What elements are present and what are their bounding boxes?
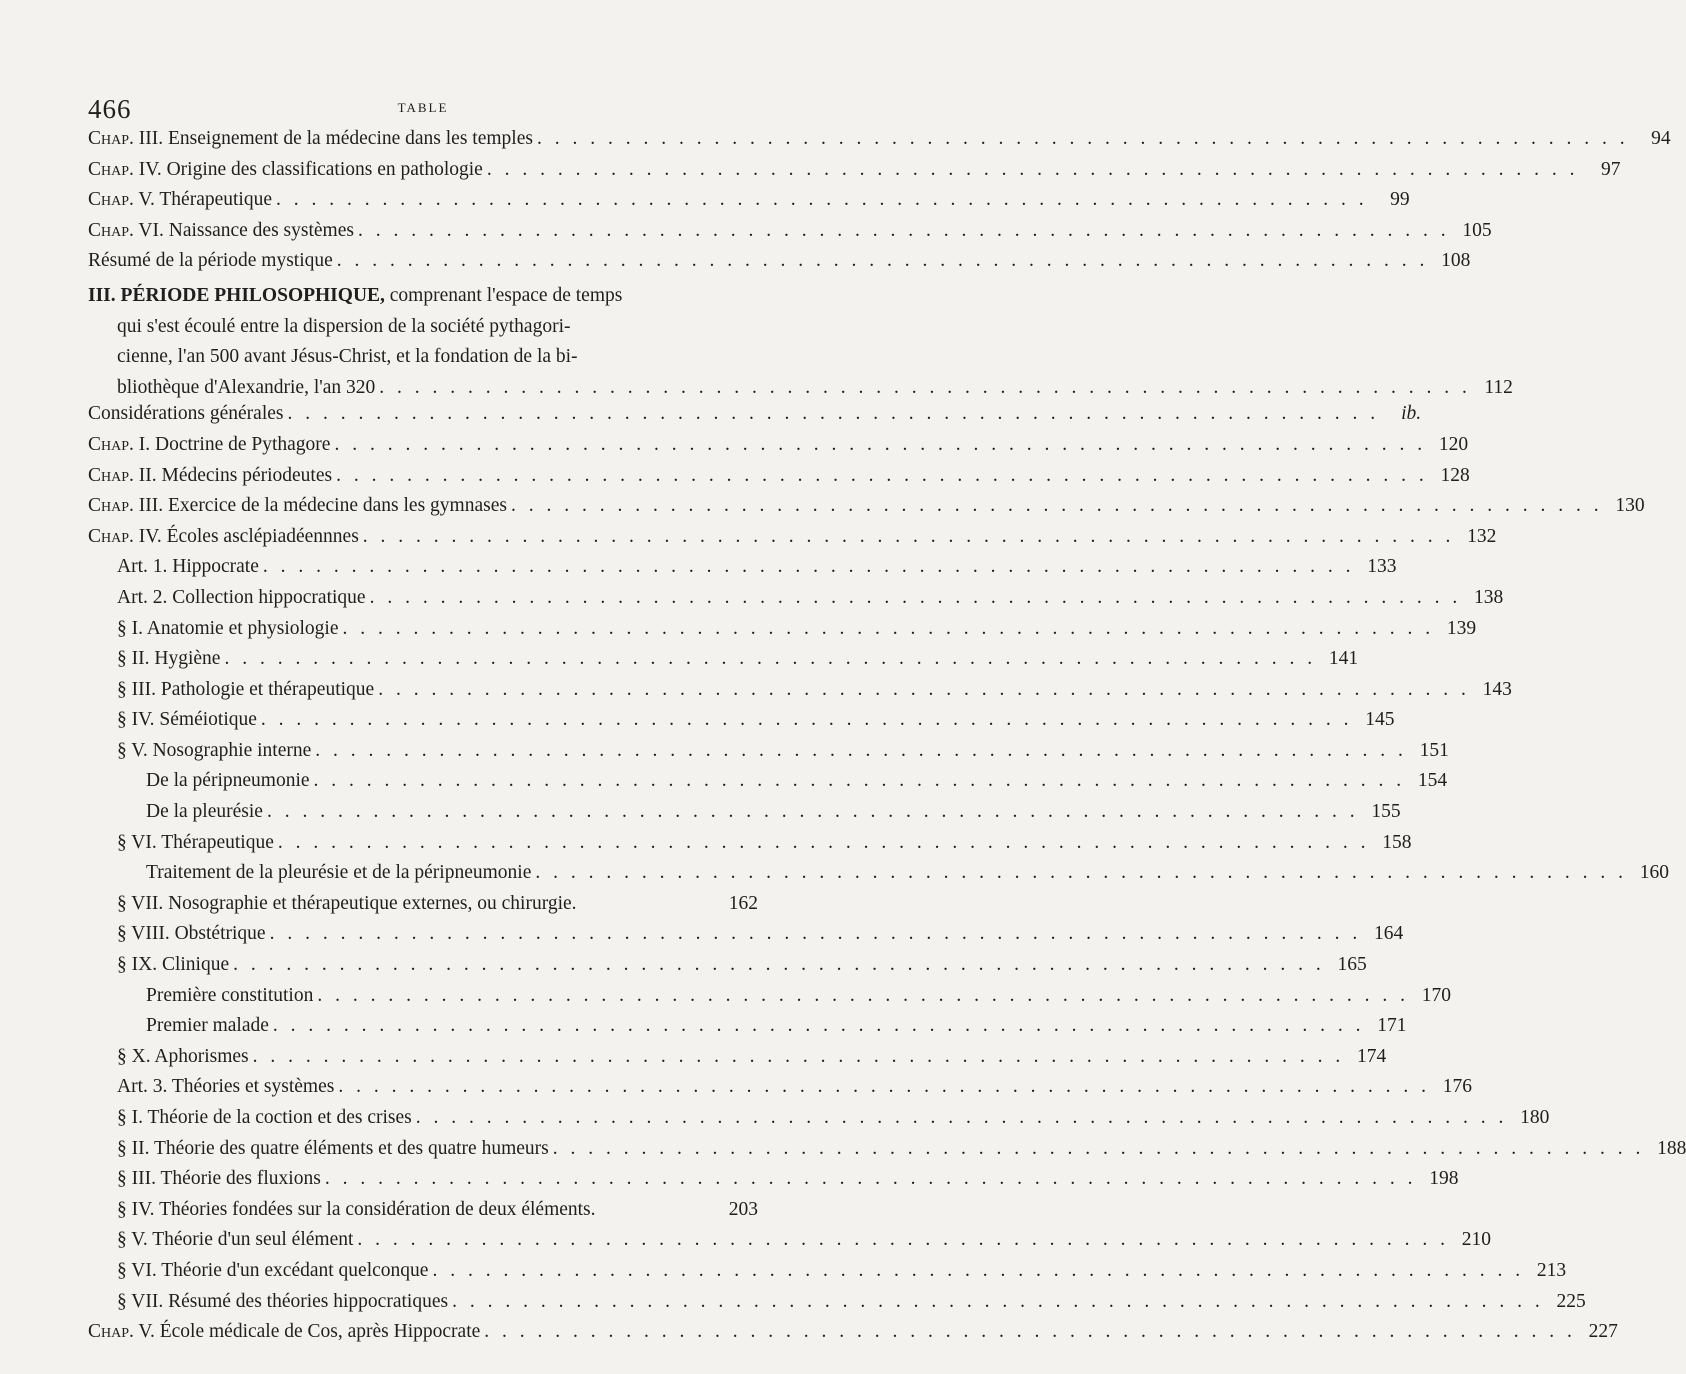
page-ref: 213: [1536, 1259, 1567, 1281]
toc-entry-text: [117, 556, 259, 578]
toc-entry-text: [117, 923, 266, 945]
section-line: [88, 342, 758, 373]
page-header: [88, 94, 758, 124]
leader-dots: . . . . . . . . . . . . . . . . . . . . . . . . . . . . . . . . . . . . . . . . . . . . . . . . . . . . . . . . . . . . . .: [338, 1076, 1430, 1098]
entry-title: § VII. Nosographie et thérapeutique externes, ou chirurgie.: [117, 892, 577, 914]
toc-entry: [88, 1045, 1387, 1077]
section-heading: [88, 281, 1513, 403]
entry-title: § IX. Clinique: [117, 954, 230, 976]
section-title: PÉRIODE PHILOSOPHIQUE,: [120, 284, 385, 306]
leader-dots: . . . . . . . . . . . . . . . . . . . . . . . . . . . . . . . . . . . . . . . . . . . . . . . . . . . . . . . . . . . . . .: [510, 495, 1603, 517]
leader-dots: . . . . . . . . . . . . . . . . . . . . . . . . . . . . . . . . . . . . . . . . . . . . . . . . . . . . . . . . . . . . . .: [262, 556, 1355, 578]
entry-title: IV. Origine des classifications en pathologie: [138, 158, 483, 180]
toc-entry-text: [117, 1076, 334, 1098]
section-text: qui s'est écoulé entre la dispersion de la société pythagori-: [117, 315, 571, 337]
toc-entry: [88, 556, 1397, 587]
toc-entry-text: [88, 250, 333, 272]
toc-entry-text: [88, 465, 332, 487]
toc-entry: [88, 1076, 1472, 1107]
page-ref: ib.: [1401, 403, 1422, 425]
page-ref: 171: [1377, 1015, 1407, 1037]
toc-entry-text: [88, 495, 507, 517]
entry-title: § V. Théorie d'un seul élément: [117, 1229, 354, 1251]
page-ref: 176: [1442, 1076, 1472, 1098]
toc-entry: [88, 464, 1470, 496]
leader-dots: . . . . . . . . . . . . . . . . . . . . . . . . . . . . . . . . . . . . . . . . . . . . . . . . . . . . . . . . . . . . . .: [432, 1259, 1525, 1281]
toc-entry: [88, 770, 1448, 801]
toc-entry: [88, 219, 1492, 251]
entry-title: VI. Naissance des systèmes: [138, 219, 354, 241]
toc-entry: [88, 1229, 1492, 1260]
toc-entry-text: [117, 1199, 596, 1221]
page-ref: 120: [1438, 433, 1469, 455]
leader-dots: . . . . . . . . . . . . . . . . . . . . . . . . . . . . . . . . . . . . . . . . . . . . . . . . . . . . . . . . . . . . . .: [486, 158, 1579, 180]
leader-dots: . . . . . . . . . . . . . . . . . . . . . . . . . . . . . . . . . . . . . . . . . . . . . . . . . . . . . . . . . . . . . .: [369, 586, 1462, 608]
entry-title: I. Doctrine de Pythagore: [138, 433, 331, 455]
entry-title: V. École médicale de Cos, après Hippocrate: [138, 1321, 481, 1343]
page-ref: 133: [1367, 556, 1397, 578]
toc-entry: [88, 128, 1671, 159]
entry-title: Résumé de la période mystique: [88, 250, 333, 272]
toc-entry-text: [117, 1291, 448, 1313]
leader-dots: . . . . . . . . . . . . . . . . . . . . . . . . . . . . . . . . . . . . . . . . . . . . . . . . . . . . . . . . . . . . . .: [269, 923, 1362, 945]
page-ref: 198: [1429, 1168, 1459, 1190]
toc-entry-text: [146, 801, 263, 823]
leader-dots: . . . . . . . . . . . . . . . . . . . . . . . . . . . . . . . . . . . . . . . . . . . . . . . . . . . . . . . . . . . . . .: [334, 433, 1427, 455]
page-ref: 128: [1440, 464, 1470, 486]
toc-entry: [88, 1321, 1618, 1352]
section-text: comprenant l'espace de temps: [389, 284, 623, 306]
toc-entry-text: [146, 770, 310, 792]
leader-dots: . . . . . . . . . . . . . . . . . . . . . . . . . . . . . . . . . . . . . . . . . . . . . . . . . . . . . . . . . . . . . .: [378, 678, 1470, 700]
toc-entry-text: [88, 1321, 480, 1343]
leader-dots: . . . . . . . . . . . . . . . . . . . . . . . . . . . . . . . . . . . . . . . . . . . . . . . . . . . . . . . . . . . . . .: [252, 1045, 1345, 1067]
leader-dots: . . . . . . . . . . . . . . . . . . . . . . . . . . . . . . . . . . . . . . . . . . . . . . . . . . . . . . . . . . . . . .: [233, 954, 1325, 976]
toc-entry: [88, 250, 1471, 281]
leader-dots: . . . . . . . . . . . . . . . . . . . . . . . . . . . . . . . . . . . . . . . . . . . . . . . . . . . . . . . . . . . . . .: [357, 219, 1450, 241]
page-ref: 141: [1328, 648, 1359, 670]
entry-title: § IV. Théories fondées sur la considération de deux éléments.: [117, 1198, 596, 1220]
page-ref: 99: [1390, 189, 1410, 211]
leader-dots: . . . . . . . . . . . . . . . . . . . . . . . . . . . . . . . . . . . . . . . . . . . . . . . . . . . . . . . . . . . . . .: [536, 128, 1629, 149]
page-ref: 162: [728, 892, 758, 914]
toc-entry-text: [88, 220, 354, 242]
leader-dots: . . . . . . . . . . . . . . . . . . . . . . . . . . . . . . . . . . . . . . . . . . . . . . . . . . . . . . . . . . . . . .: [266, 801, 1359, 823]
leader-dots: . . . . . . . . . . . . . . . . . . . . . . . . . . . . . . . . . . . . . . . . . . . . . . . . . . . . . . . . . . . . . .: [287, 403, 1380, 425]
entry-title: Considérations générales: [88, 403, 284, 425]
toc-entry: [88, 678, 1512, 710]
toc-entry-text: [117, 679, 374, 701]
page-ref: 188: [1657, 1137, 1686, 1159]
leader-dots: . . . . . . . . . . . . . . . . . . . . . . . . . . . . . . . . . . . . . . . . . . . . . . . . . . . . . . . . . . . . . .: [484, 1321, 1576, 1343]
toc-entry: [88, 1015, 1407, 1046]
page-ref: 105: [1462, 219, 1492, 241]
toc-entry: [88, 1168, 1459, 1199]
chapter-label: Chap.: [88, 464, 134, 486]
entry-title: Traitement de la pleurésie et de la péripneumonie: [146, 862, 532, 884]
section-line: [88, 373, 1513, 404]
toc-entry: [88, 1259, 1567, 1291]
section-text: bliothèque d'Alexandrie, l'an 320: [117, 376, 376, 398]
entry-title: III. Exercice de la médecine dans les gymnases: [138, 495, 507, 517]
toc-entry-text: [88, 159, 483, 181]
entry-title: IV. Écoles asclépiadéennnes: [138, 525, 359, 547]
page-ref: 154: [1417, 770, 1448, 792]
toc-entry: [88, 739, 1449, 771]
entry-title: II. Médecins périodeutes: [138, 464, 333, 486]
toc-entry-text: [117, 648, 220, 670]
page-ref: 143: [1482, 678, 1512, 700]
leader-dots: . . . . . . . . . . . . . . . . . . . . . . . . . . . . . . . . . . . . . . . . . . . . . . . . . . . . . . . . . . . . . .: [452, 1290, 1544, 1312]
leader-dots: . . . . . . . . . . . . . . . . . . . . . . . . . . . . . . . . . . . . . . . . . . . . . . . . . . . . . . . . . . . . . .: [342, 617, 1435, 639]
leader-dots: . . . . . . . . . . . . . . . . . . . . . . . . . . . . . . . . . . . . . . . . . . . . . . . . . . . . . . . . . . . . . .: [260, 709, 1353, 731]
entry-title: Art. 3. Théories et systèmes: [117, 1076, 335, 1098]
running-title: TABLE: [397, 100, 449, 115]
leader-dots: . . . . . . . . . . . . . . . . . . . . . . . . . . . . . . . . . . . . . . . . . . . . . . . . . . . . . . . . . . . . . .: [336, 250, 1429, 272]
entry-title: Art. 1. Hippocrate: [117, 556, 259, 578]
toc-entry-text: [117, 954, 229, 976]
section-line: [88, 281, 758, 312]
toc-entry: [88, 709, 1395, 740]
toc-entry-text: [88, 128, 533, 150]
entry-title: Art. 2. Collection hippocratique: [117, 586, 366, 608]
page-ref: 170: [1421, 984, 1451, 1006]
entry-title: § I. Théorie de la coction et des crises: [117, 1107, 412, 1128]
page-number: 466: [88, 94, 132, 124]
leader-dots: . . . . . . . . . . . . . . . . . . . . . . . . . . . . . . . . . . . . . . . . . . . . . . . . . . . . . . . . . . . . . .: [317, 984, 1409, 1006]
page-ref: 139: [1446, 617, 1477, 639]
entry-title: De la pleurésie: [146, 801, 263, 823]
toc-entry: [88, 648, 1359, 679]
toc-entry-text: [88, 434, 330, 456]
toc-entry-text: [117, 1138, 549, 1160]
entry-title: Première constitution: [146, 984, 314, 1006]
page-ref: 130: [1615, 495, 1645, 517]
toc-entry-text: [117, 832, 274, 854]
page-ref: 112: [1484, 376, 1513, 398]
leader-dots: . . . . . . . . . . . . . . . . . . . . . . . . . . . . . . . . . . . . . . . . . . . . . . . . . . . . . . . . . . . . . .: [224, 648, 1317, 670]
toc-entry: [88, 1137, 1686, 1169]
page-ref: 108: [1441, 250, 1471, 272]
toc-entry-text: [146, 862, 531, 884]
toc-entry: [88, 433, 1469, 465]
leader-dots: . . . . . . . . . . . . . . . . . . . . . . . . . . . . . . . . . . . . . . . . . . . . . . . . . . . . . . . . . . . . . .: [276, 189, 1368, 211]
entry-title: § VI. Théorie d'un excédant quelconque: [117, 1259, 429, 1281]
entry-title: § V. Nosographie interne: [117, 739, 312, 761]
toc-entry-text: [117, 1260, 428, 1282]
toc-entry-text: [117, 587, 366, 609]
page-ref: 165: [1337, 954, 1367, 976]
toc-entry: [88, 1290, 1586, 1322]
page-ref: 225: [1556, 1290, 1586, 1312]
entry-title: § I. Anatomie et physiologie: [117, 617, 339, 639]
toc-entry: [88, 403, 1422, 434]
toc-entry: [88, 525, 1497, 557]
entry-title: § III. Pathologie et thérapeutique: [117, 678, 375, 700]
page-ref: 203: [728, 1198, 758, 1220]
chapter-label: Chap.: [88, 1321, 134, 1343]
toc-entry-text: [117, 740, 311, 762]
page-ref: 210: [1461, 1229, 1492, 1251]
page-ref: 164: [1373, 923, 1404, 945]
toc-entry-text: [88, 189, 272, 211]
toc-entry: [88, 617, 1477, 649]
toc-entry-text: [117, 1168, 321, 1190]
entry-title: § III. Théorie des fluxions: [117, 1168, 321, 1190]
entry-title: § VII. Résumé des théories hippocratiques: [117, 1290, 449, 1312]
page-ref: 174: [1357, 1045, 1387, 1067]
chapter-label: Chap.: [88, 495, 134, 517]
toc-entry: [88, 158, 1621, 190]
entry-title: § II. Théorie des quatre éléments et des quatre humeurs: [117, 1137, 549, 1159]
leader-dots: . . . . . . . . . . . . . . . . . . . . . . . . . . . . . . . . . . . . . . . . . . . . . . . . . . . . . . . . . . . . . .: [552, 1137, 1645, 1159]
page-ref: 97: [1600, 158, 1621, 180]
toc-entry-text: [88, 526, 359, 548]
entry-title: Premier malade: [146, 1015, 269, 1037]
toc-entry-text: [117, 893, 577, 915]
entry-title: § X. Aphorismes: [117, 1045, 249, 1067]
toc-entry: [88, 495, 1645, 526]
page-ref: 94: [1651, 128, 1671, 149]
leader-dots: . . . . . . . . . . . . . . . . . . . . . . . . . . . . . . . . . . . . . . . . . . . . . . . . . . . . . . . . . . . . . .: [415, 1107, 1508, 1128]
leader-dots: . . . . . . . . . . . . . . . . . . . . . . . . . . . . . . . . . . . . . . . . . . . . . . . . . . . . . . . . . . . . . .: [315, 739, 1407, 761]
toc-entry-text: [117, 1107, 412, 1129]
leader-dots: . . . . . . . . . . . . . . . . . . . . . . . . . . . . . . . . . . . . . . . . . . . . . . . . . . . . . . . . . . . . . .: [379, 376, 1471, 398]
chapter-label: Chap.: [88, 433, 134, 455]
entry-title: V. Thérapeutique: [138, 189, 272, 211]
toc-entry: [88, 189, 1410, 220]
section-numeral: III.: [88, 284, 116, 306]
section-text: cienne, l'an 500 avant Jésus-Christ, et la fondation de la bi-: [117, 346, 578, 368]
toc-entry: [88, 893, 758, 924]
leader-dots: . . . . . . . . . . . . . . . . . . . . . . . . . . . . . . . . . . . . . . . . . . . . . . . . . . . . . . . . . . . . . .: [272, 1015, 1365, 1037]
toc-entry-text: [146, 985, 313, 1007]
leader-dots: . . . . . . . . . . . . . . . . . . . . . . . . . . . . . . . . . . . . . . . . . . . . . . . . . . . . . . . . . . . . . .: [535, 862, 1627, 884]
entry-title: § VI. Thérapeutique: [117, 831, 274, 853]
toc-entry-text: [117, 1229, 353, 1251]
entry-title: § IV. Séméiotique: [117, 709, 257, 731]
toc-entry: [88, 1107, 1550, 1138]
page-ref: 180: [1520, 1107, 1550, 1128]
chapter-label: Chap.: [88, 128, 134, 149]
page-ref: 145: [1365, 709, 1395, 731]
chapter-label: Chap.: [88, 525, 134, 547]
toc-entry-text: [146, 1015, 269, 1037]
leader-dots: . . . . . . . . . . . . . . . . . . . . . . . . . . . . . . . . . . . . . . . . . . . . . . . . . . . . . . . . . . . . . .: [357, 1229, 1450, 1251]
toc-entry-text: [88, 403, 284, 425]
entry-title: § VIII. Obstétrique: [117, 923, 266, 945]
section-line: [88, 312, 758, 343]
page-ref: 151: [1419, 739, 1449, 761]
page-ref: 155: [1371, 801, 1401, 823]
toc-entry: [88, 801, 1401, 832]
toc-entry: [88, 984, 1451, 1016]
page-ref: 227: [1588, 1321, 1618, 1343]
leader-dots: . . . . . . . . . . . . . . . . . . . . . . . . . . . . . . . . . . . . . . . . . . . . . . . . . . . . . . . . . . . . . .: [362, 525, 1455, 547]
leader-dots: . . . . . . . . . . . . . . . . . . . . . . . . . . . . . . . . . . . . . . . . . . . . . . . . . . . . . . . . . . . . . .: [324, 1168, 1417, 1190]
table-of-contents: [88, 128, 1686, 1352]
toc-entry-text: [117, 709, 257, 731]
toc-entry: [88, 1199, 758, 1230]
leader-dots: . . . . . . . . . . . . . . . . . . . . . . . . . . . . . . . . . . . . . . . . . . . . . . . . . . . . . . . . . . . . . .: [277, 831, 1370, 853]
toc-entry: [88, 954, 1367, 985]
page-ref: 160: [1639, 862, 1669, 884]
toc-entry-text: [117, 1046, 249, 1068]
page-ref: 138: [1473, 586, 1504, 608]
toc-entry: [88, 831, 1412, 863]
toc-entry: [88, 586, 1504, 618]
entry-title: § II. Hygiène: [117, 648, 221, 670]
toc-entry: [88, 862, 1669, 893]
chapter-label: Chap.: [88, 219, 134, 241]
chapter-label: Chap.: [88, 189, 134, 211]
leader-dots: . . . . . . . . . . . . . . . . . . . . . . . . . . . . . . . . . . . . . . . . . . . . . . . . . . . . . . . . . . . . . .: [313, 770, 1406, 792]
page-ref: 132: [1467, 525, 1497, 547]
toc-entry: [88, 923, 1404, 954]
entry-title: De la péripneumonie: [146, 770, 310, 792]
toc-entry-text: [117, 618, 339, 640]
page-ref: 158: [1382, 831, 1412, 853]
leader-dots: . . . . . . . . . . . . . . . . . . . . . . . . . . . . . . . . . . . . . . . . . . . . . . . . . . . . . . . . . . . . . .: [336, 464, 1428, 486]
chapter-label: Chap.: [88, 158, 134, 180]
entry-title: III. Enseignement de la médecine dans les temples: [138, 128, 533, 149]
